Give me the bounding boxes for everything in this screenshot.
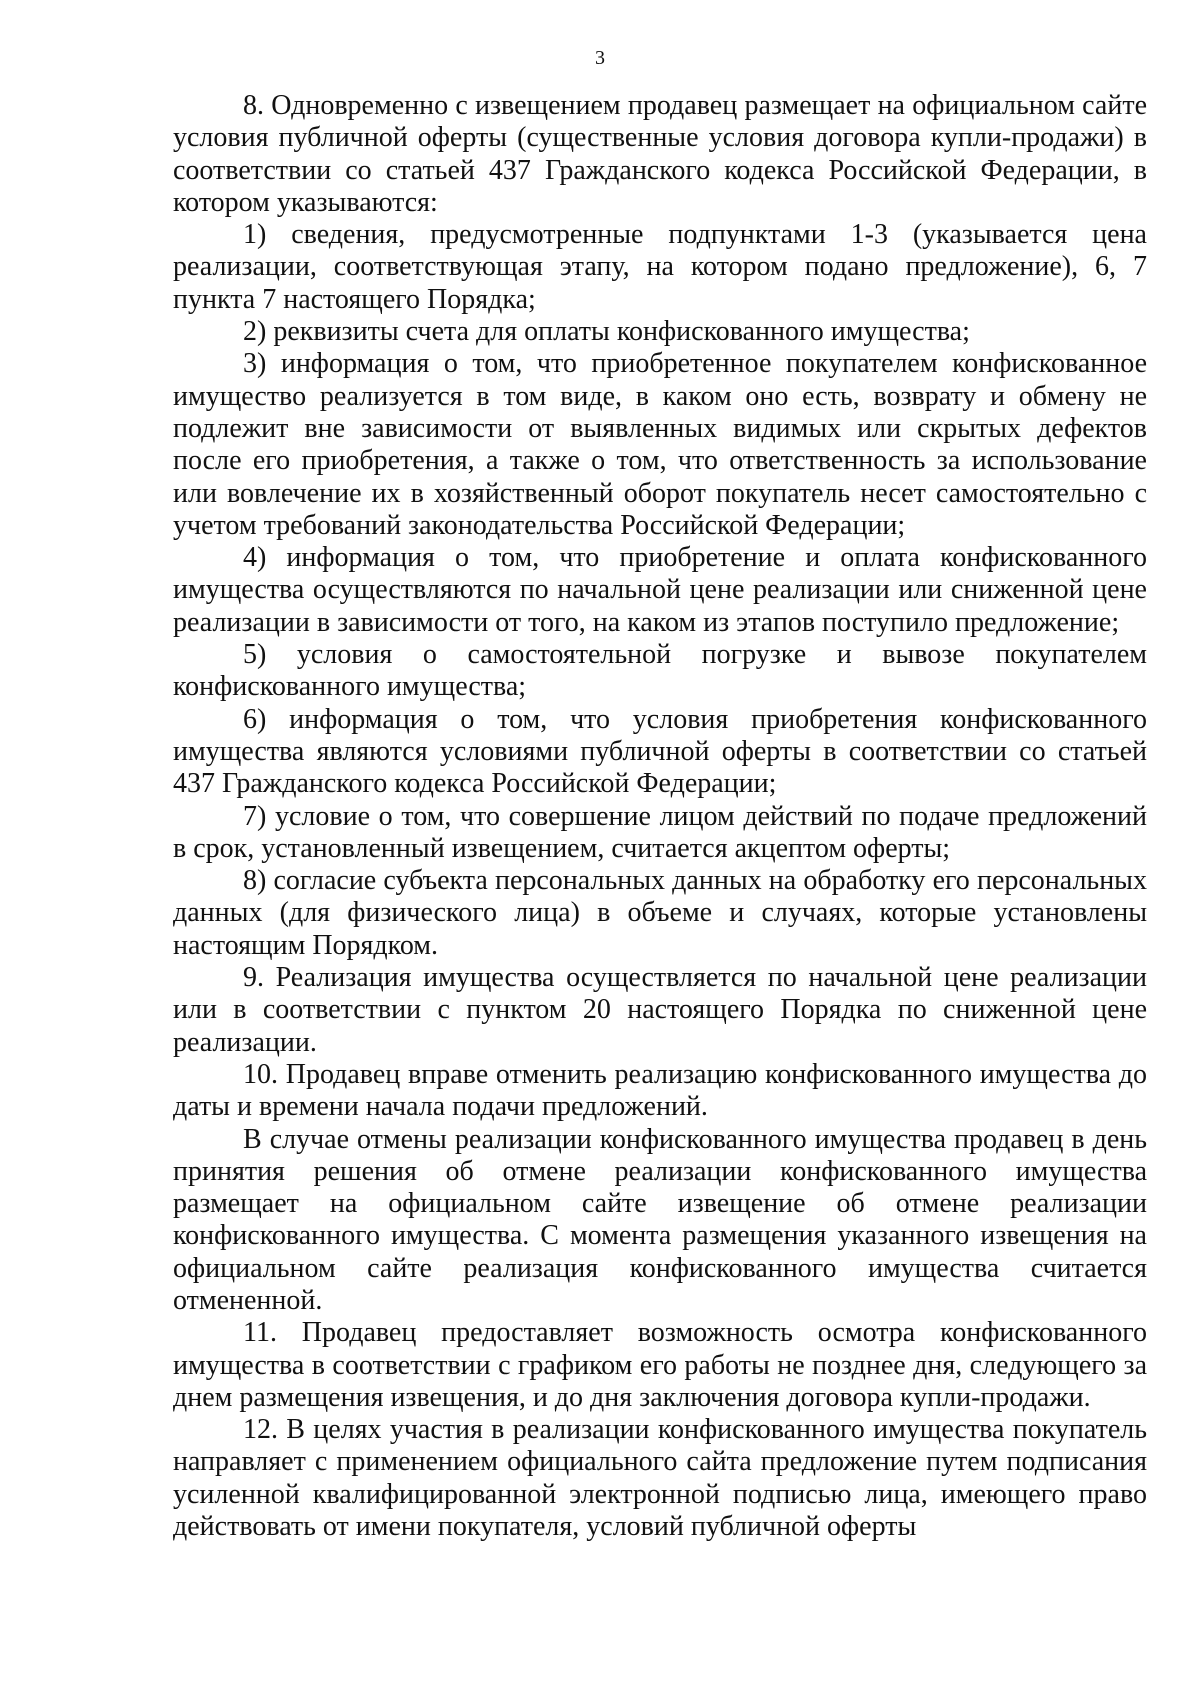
document-body [173,90,1147,1543]
paragraph-item-8: 8. Одновременно с извещением продавец размещает на официальном сайте условия публичной оферты (существенные условия договора купли-продажи) в соответствии со статьей 437 Гражданского кодекса Российской Федерации, в котором указываются: [173,90,1147,218]
subitem-6-offer: 6) информация о том, что условия приобретения конфискованного имущества являются условиями публичной оферты в соответствии со статьей 437 Гражданского кодекса Российской Федерации; [173,703,1147,800]
subitem-5-loading: 5) условия о самостоятельной погрузке и вывозе покупателем конфискованного имущества; [173,639,1147,703]
paragraph-cancellation: В случае отмены реализации конфискованного имущества продавец в день принятия решения об отмене реализации конфискованного имущества размещает на официальном сайте извещение об отмене реализации конфискованного имущества. С момента размещения указанного извещения на официальном сайте реализация конфискованного имущества считается отмененной. [173,1123,1147,1316]
subitem-3-condition: 3) информация о том, что приобретенное покупателем конфискованное имущество реализуется в том виде, в каком оно есть, возврату и обмену не подлежит вне зависимости от выявленных видимых или скрытых дефектов после его приобретения, а также о том, что ответственность за использование или вовлечение их в хозяйственный оборот покупатель несет самостоятельно с учетом требований законодательства Российской Федерации; [173,348,1147,541]
subitem-4-payment: 4) информация о том, что приобретение и оплата конфискованного имущества осуществляются по начальной цене реализации или сниженной цене реализации в зависимости от того, на каком из этапов поступило предложение; [173,542,1147,638]
paragraph-item-12: 12. В целях участия в реализации конфискованного имущества покупатель направляет с применением официального сайта предложение путем подписания усиленной квалифицированной электронной подписью лица, имеющего право действовать от имени покупателя, условий публичной оферты [173,1414,1147,1543]
paragraph-item-10: 10. Продавец вправе отменить реализацию конфискованного имущества до даты и времени начала подачи предложений. [173,1058,1147,1123]
paragraph-item-11: 11. Продавец предоставляет возможность осмотра конфискованного имущества в соответствии с графиком его работы не позднее дня, следующего за днем размещения извещения, и до дня заключения договора купли-продажи. [173,1317,1147,1413]
subitem-2-account: 2) реквизиты счета для оплаты конфискованного имущества; [243,316,970,348]
subitem-8-consent: 8) согласие субъекта персональных данных на обработку его персональных данных (для физического лица) в объеме и случаях, которые установлены настоящим Порядком. [173,865,1147,961]
subitem-1-details: 1) сведения, предусмотренные подпунктами 1-3 (указывается цена реализации, соответствующая этапу, на котором подано предложение), 6, 7 пункта 7 настоящего Порядка; [173,219,1147,315]
subitem-7-acceptance: 7) условие о том, что совершение лицом действий по подаче предложений в срок, установленный извещением, считается акцептом оферты; [173,800,1147,864]
paragraph-item-9: 9. Реализация имущества осуществляется по начальной цене реализации или в соответствии с пунктом 20 настоящего Порядка по сниженной цене реализации. [173,962,1147,1058]
page-number: 3 [595,47,605,69]
